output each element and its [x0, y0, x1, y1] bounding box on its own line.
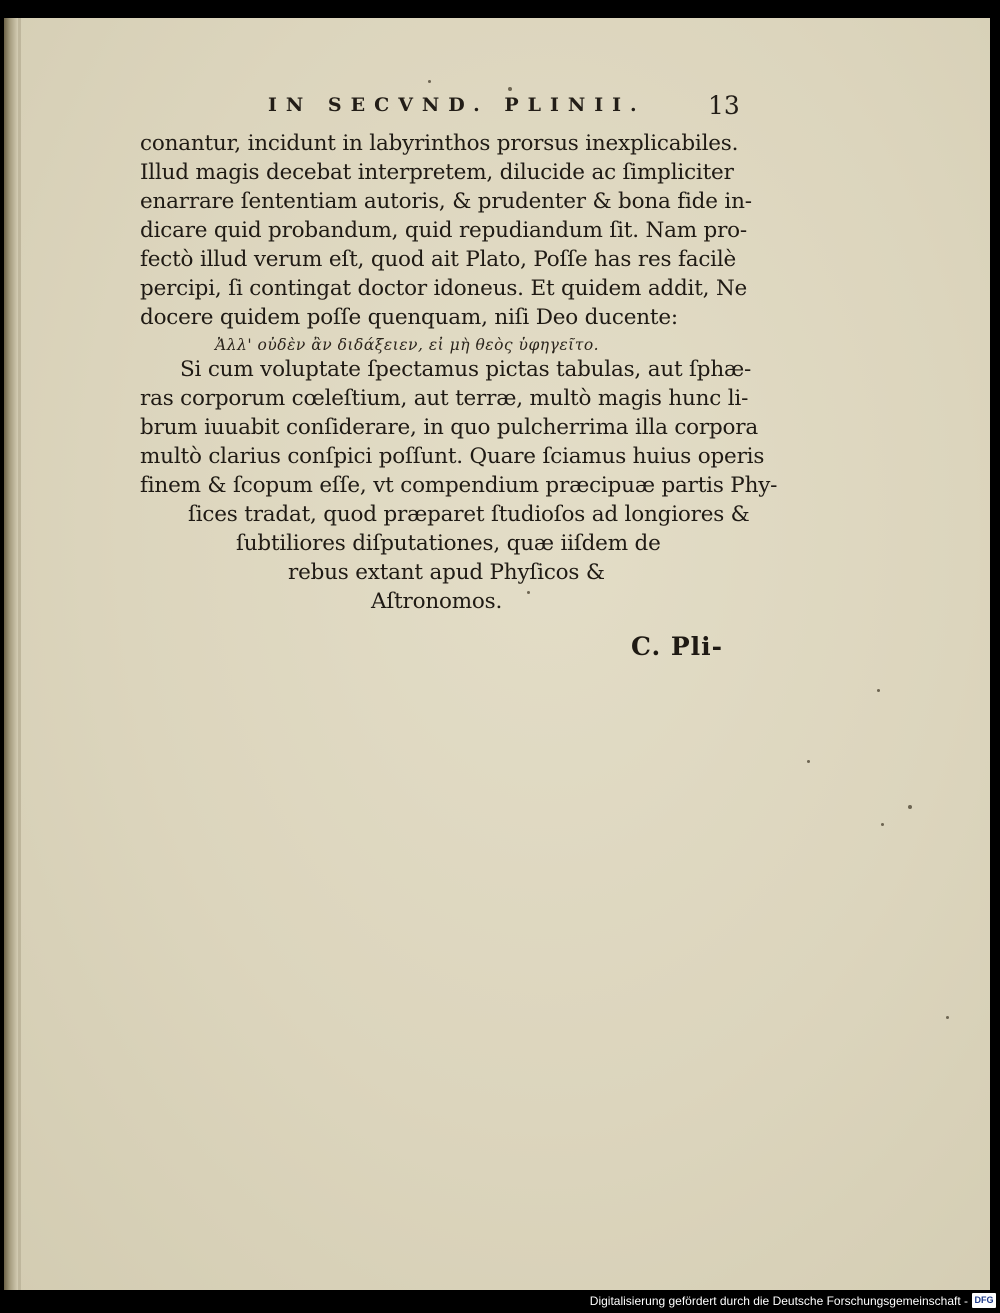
- paper-speck: [428, 80, 431, 83]
- text-line: dicare quid probandum, quid repudiandum ſit. Nam pro-: [140, 218, 747, 243]
- paper-speck: [908, 805, 912, 809]
- text-line: ras corporum cœleſtium, aut terræ, multò magis hunc li-: [140, 386, 749, 411]
- paper-speck: [508, 87, 512, 91]
- text-line: Si cum voluptate ſpectamus pictas tabulas, aut ſphæ-: [180, 357, 752, 382]
- running-head: [0, 91, 1000, 124]
- text-line: ſices tradat, quod præparet ſtudioſos ad longiores &: [188, 502, 750, 527]
- text-line: enarrare ſententiam autoris, & prudenter & bona fide in-: [140, 189, 752, 214]
- funding-credit: Digitalisierung gefördert durch die Deutsche Forschungsgemeinschaft -: [589, 1294, 968, 1308]
- page-gutter-shadow: [4, 18, 18, 1290]
- dfg-logo: DFG: [972, 1293, 996, 1308]
- text-line: conantur, incidunt in labyrinthos prorsus inexplicabiles.: [140, 131, 739, 156]
- greek-quotation: Ἀλλ' οὐδὲν ἂν διδάξειεν, εἰ μὴ θεὸς ὑφηγεῖτο.: [215, 336, 600, 354]
- text-line: percipi, ſi contingat doctor idoneus. Et quidem addit, Ne: [140, 276, 748, 301]
- text-line: finem & ſcopum eſſe, vt compendium præcipuæ partis Phy-: [140, 473, 778, 498]
- text-line: brum iuuabit conſiderare, in quo pulcherrima illa corpora: [140, 415, 758, 440]
- text-line: ſubtiliores diſputationes, quæ iiſdem de: [236, 531, 661, 556]
- page-number: 13: [708, 91, 740, 120]
- text-line: Aſtronomos.: [371, 589, 503, 614]
- text-line: fectò illud verum eſt, quod ait Plato, Poſſe has res facilè: [140, 247, 737, 272]
- footer-bar: [0, 1290, 1000, 1313]
- catchword: C. Pli-: [631, 632, 724, 661]
- page-fold: [18, 18, 21, 1290]
- paper-speck: [946, 1016, 949, 1019]
- text-line: docere quidem poſſe quenquam, niſi Deo ducente:: [140, 305, 678, 330]
- paper-speck: [877, 689, 880, 692]
- text-line: Illud magis decebat interpretem, dilucide ac ſimpliciter: [140, 160, 734, 185]
- paper-speck: [807, 760, 810, 763]
- text-line: multò clarius conſpici poſſunt. Quare ſciamus huius operis: [140, 444, 765, 469]
- paper-speck: [881, 823, 884, 826]
- paper-speck: [527, 591, 530, 594]
- text-line: rebus extant apud Phyſicos &: [288, 560, 605, 585]
- running-head-title: IN SECVND. PLINII.: [268, 94, 646, 116]
